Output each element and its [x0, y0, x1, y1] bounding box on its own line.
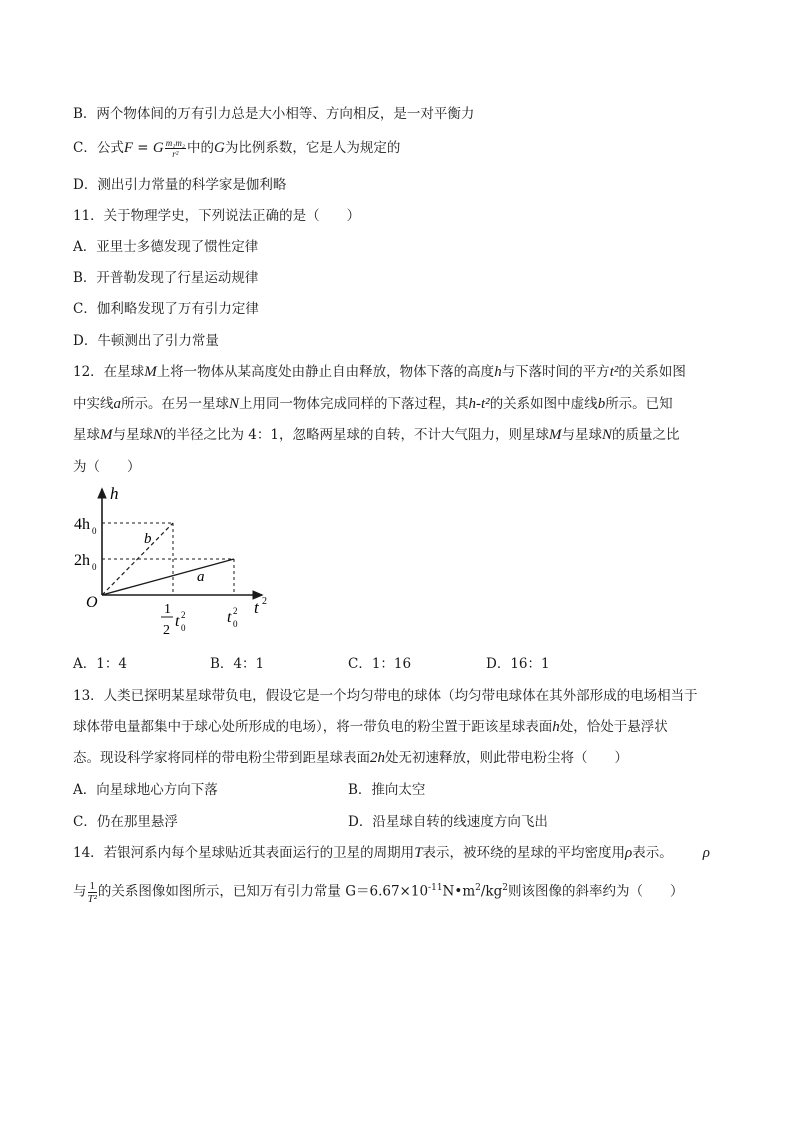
q12-stem-line1: 12．在星球M上将一物体从某高度处由静止自由释放，物体下落的高度h与下落时间的平方t²的关系如图 — [73, 364, 686, 380]
q14-stem-line2: 与 $\frac{1}{\text{T²}}$ 的关系图像如图所示，已知万有引力常量 $G=6.67\times 10^{-11}N•m^2/kg^2$则该图像的斜率约为（ ） — [73, 879, 684, 905]
line-a-label: a — [197, 569, 205, 585]
q13-option-d: D．沿星球自转的线速度方向飞出 — [348, 814, 548, 830]
one-over-t-squared-fraction: $\frac{1}{\text{T²}}$ — [87, 879, 97, 905]
q11-option-a: A．亚里士多德发现了惯性定律 — [73, 239, 259, 255]
q12-option-d: D．16：1 — [486, 656, 550, 672]
q10-option-b: B．两个物体间的万有引力总是大小相等、方向相反，是一对平衡力 — [73, 106, 475, 122]
x-tick-half-exp: 2 — [181, 610, 186, 620]
q12-h-t2-graph — [72, 483, 282, 648]
x-tick-half-num: 1 — [164, 602, 171, 617]
q13-stem-line1: 13．人类已探明某星球带负电，假设它是一个均匀带电的球体（均匀带电球体在其外部形成的电场相当于 — [73, 688, 698, 704]
x-tick-half-var: t — [175, 613, 180, 630]
origin-label: O — [86, 594, 98, 611]
x-tick-full-exp: 2 — [233, 606, 238, 616]
q12-stem-line3: 星球M与星球N的半径之比为 4：1，忽略两星球的自转，不计大气阻力，则星球M与星球N的质量之比 — [73, 427, 680, 443]
q12-stem-line4: 为（ ） — [73, 459, 141, 475]
x-axis-label-exp: 2 — [262, 596, 267, 607]
y-tick-4h0: 4h — [74, 516, 90, 533]
line-a — [102, 559, 234, 595]
x-tick-half-sub: 0 — [181, 623, 186, 633]
x-tick-half-den: 2 — [163, 623, 170, 638]
q12-option-c: C．1：16 — [348, 656, 412, 672]
q11-option-d: D．牛顿测出了引力常量 — [73, 333, 219, 349]
line-b-label: b — [144, 531, 152, 547]
gravity-formula-fraction: $\frac{\text{m₁m₂}}{\text{r²}}$ — [165, 138, 186, 159]
q12-option-a: A．1：4 — [73, 656, 127, 672]
y-tick-2h0-sub: 0 — [92, 562, 97, 572]
q14-stem-line1: 14．若银河系内每个星球贴近其表面运行的卫星的周期用T表示，被环绕的星球的平均密度用ρ表示。 ρ — [73, 845, 710, 861]
y-tick-4h0-sub: 0 — [92, 526, 97, 536]
x-tick-full-var: t — [227, 609, 232, 626]
q12-option-b: B．4：1 — [210, 656, 265, 672]
q13-option-b: B．推向太空 — [348, 782, 426, 798]
q11-option-c: C．伽利略发现了万有引力定律 — [73, 301, 259, 317]
q13-stem-line2: 球体带电量都集中于球心处所形成的电场），将一带负电的粉尘置于距该星球表面h处，恰处于悬浮状 — [73, 719, 668, 735]
y-tick-2h0: 2h — [74, 552, 90, 569]
x-tick-full-sub: 0 — [233, 619, 238, 629]
q13-option-a: A．向星球地心方向下落 — [73, 782, 218, 798]
q13-stem-line3: 态。现设科学家将同样的带电粉尘带到距星球表面2h处无初速释放，则此带电粉尘将（ ） — [73, 750, 628, 766]
y-axis-label: h — [110, 484, 119, 503]
q10-option-c: C．公式F = G $\frac{\text{m₁m₂}}{\text{r²}}$ 中的G为比例系数，它是人为规定的 — [73, 138, 401, 159]
q13-option-c: C．仍在那里悬浮 — [73, 814, 178, 830]
q11-option-b: B．开普勒发现了行星运动规律 — [73, 270, 259, 286]
q11-stem: 11．关于物理学史，下列说法正确的是（ ） — [73, 208, 361, 224]
q12-stem-line2: 中实线a所示。在另一星球N上用同一物体完成同样的下落过程，其h-t²的关系如图中虚线b所示。已知 — [73, 396, 673, 412]
x-axis-label: t — [254, 598, 259, 617]
q10-option-d: D．测出引力常量的科学家是伽利略 — [73, 177, 287, 193]
